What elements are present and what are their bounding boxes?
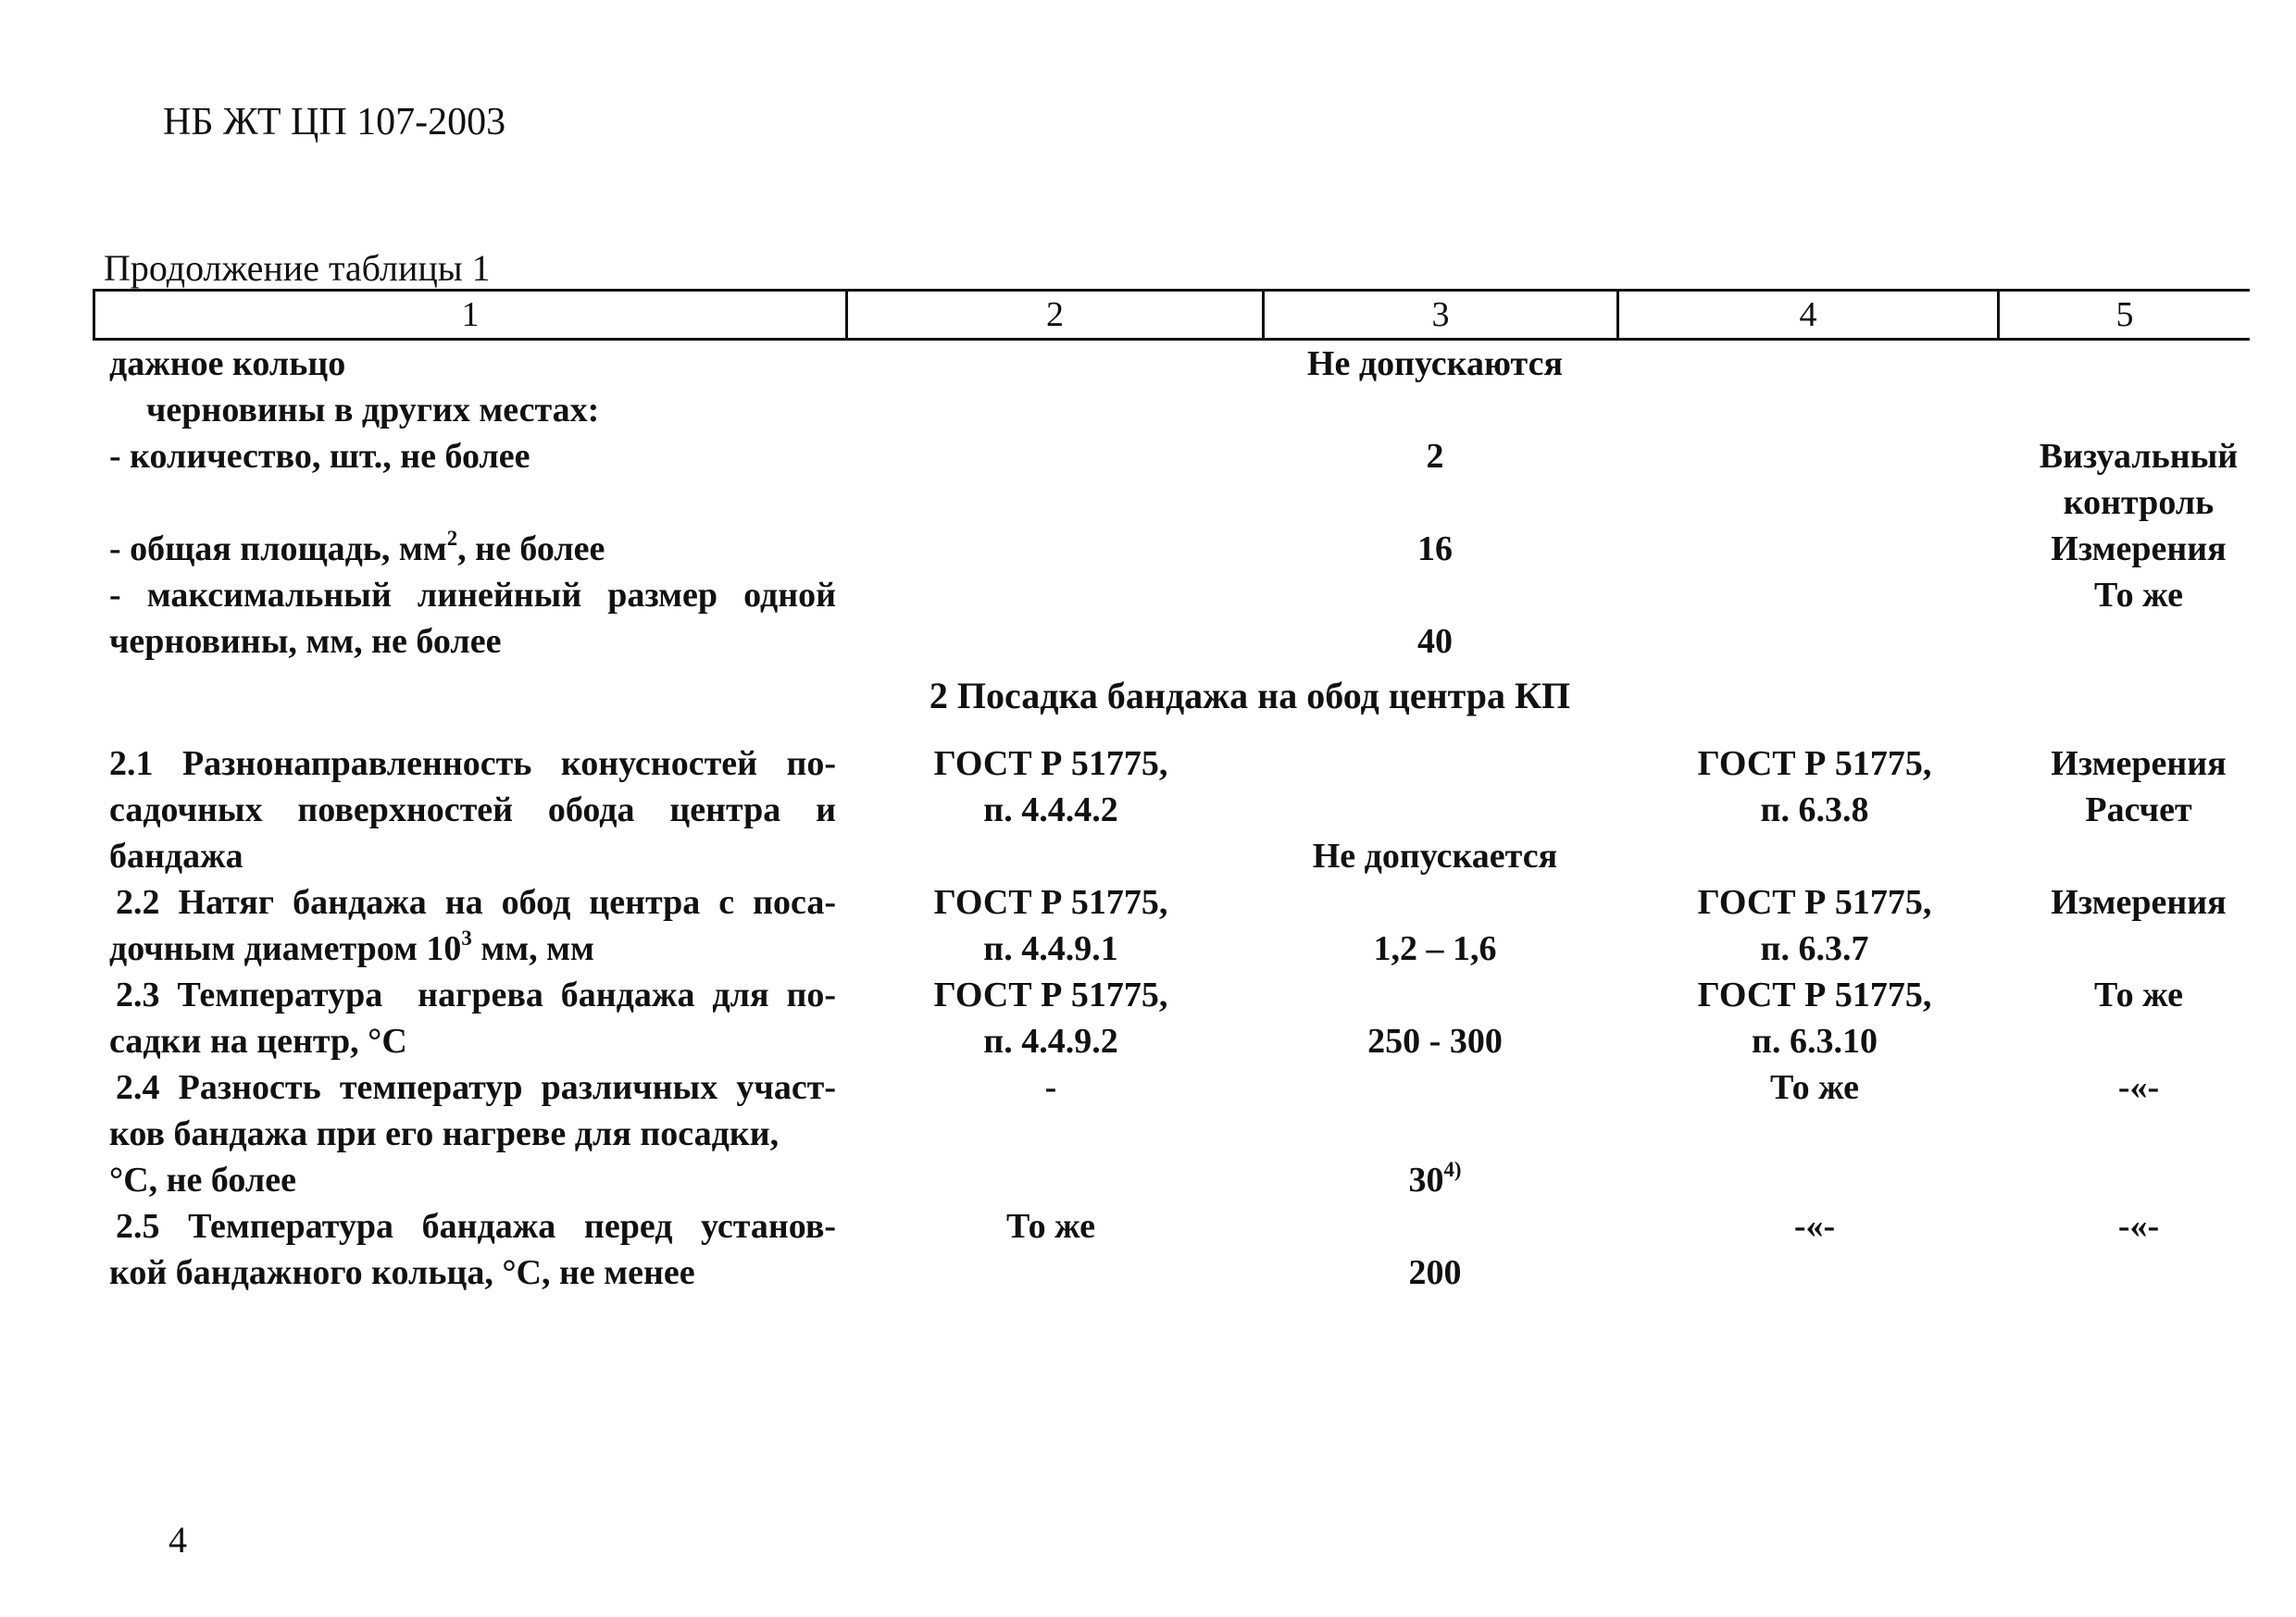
row-text: садки на центр, °С (109, 1022, 407, 1061)
control-method: контроль (2063, 483, 2215, 522)
row-text: ков бандажа при его нагреве для посадки, (109, 1114, 780, 1153)
control-document: ГОСТ Р 51775, (1697, 883, 1932, 922)
column-header-5: 5 (2115, 295, 2134, 334)
control-method: Измерения (2051, 744, 2227, 783)
document-code: НБ ЖТ ЦП 107-2003 (163, 101, 506, 143)
table-header-row (93, 289, 2250, 341)
row-text: 2.1 Разнонаправленность конусностей по- (109, 744, 836, 783)
control-method: Визуальный (2039, 437, 2239, 476)
row-text: 2.3 Температура нагрева бандажа для по- (116, 976, 836, 1014)
row-text: °С, не более (109, 1161, 296, 1200)
column-header-4: 4 (1799, 295, 1817, 334)
row-text: черновины в других местах: (146, 391, 600, 429)
control-method: Расчет (2085, 790, 2192, 829)
row-text: - максимальный линейный размер одной (109, 576, 836, 615)
row-text: кой бандажного кольца, °С, не менее (109, 1253, 695, 1292)
normative-document: п. 4.4.4.2 (983, 790, 1118, 829)
table-caption: Продолжение таблицы 1 (104, 247, 491, 289)
normative-document: ГОСТ Р 51775, (933, 976, 1168, 1014)
row-text: 2.2 Натяг бандажа на обод центра с поса- (116, 883, 836, 922)
row-text: - общая площадь, $мм^2$, не более (109, 527, 605, 568)
row-text: дажное кольцо (109, 344, 346, 383)
row-value: Не допускаются (1306, 344, 1564, 383)
column-header-1: 1 (461, 295, 480, 334)
row-value: 2 (1426, 437, 1444, 476)
row-text: - количество, шт., не более (109, 437, 530, 476)
control-document: -«- (1793, 1207, 1836, 1246)
normative-document: п. 4.4.9.1 (983, 929, 1118, 968)
section-title: 2 Посадка бандажа на обод центра КП (929, 675, 1571, 716)
row-value: 30$^{4)}$ (1408, 1158, 1462, 1200)
column-header-2: 2 (1046, 295, 1064, 334)
row-text: 2.5 Температура бандажа перед установ- (116, 1207, 836, 1246)
normative-document: п. 4.4.9.2 (983, 1022, 1118, 1061)
control-method: То же (2093, 976, 2184, 1014)
column-header-3: 3 (1431, 295, 1450, 334)
control-method: То же (2093, 576, 2184, 615)
control-method: Измерения (2051, 883, 2227, 922)
row-value: 200 (1408, 1253, 1462, 1292)
row-value: 1,2 – 1,6 (1373, 929, 1497, 968)
control-document: п. 6.3.7 (1760, 929, 1869, 968)
control-document: п. 6.3.8 (1760, 790, 1869, 829)
control-document: ГОСТ Р 51775, (1697, 976, 1932, 1014)
row-value: 250 - 300 (1367, 1022, 1503, 1061)
row-value: 16 (1417, 529, 1453, 568)
control-document: То же (1769, 1068, 1860, 1107)
row-text: бандажа (109, 837, 243, 876)
control-method: -«- (2117, 1068, 2160, 1107)
row-text: дочным диаметром $10^3$ мм, мм (109, 927, 594, 968)
control-method: Измерения (2051, 529, 2227, 568)
control-document: п. 6.3.10 (1752, 1022, 1878, 1061)
row-value: 40 (1417, 622, 1453, 661)
row-text: 2.4 Разность температур различных участ- (116, 1068, 836, 1107)
row-text: черновины, мм, не более (109, 622, 502, 661)
normative-document: ГОСТ Р 51775, (933, 744, 1168, 783)
normative-document: - (1044, 1068, 1057, 1107)
page-number: 4 (168, 1519, 187, 1561)
normative-document: ГОСТ Р 51775, (933, 883, 1168, 922)
control-document: ГОСТ Р 51775, (1697, 744, 1932, 783)
control-method: -«- (2117, 1207, 2160, 1246)
normative-document: То же (1005, 1207, 1096, 1246)
row-value: Не допускается (1312, 837, 1558, 876)
row-text: садочных поверхностей обода центра и (109, 790, 836, 829)
